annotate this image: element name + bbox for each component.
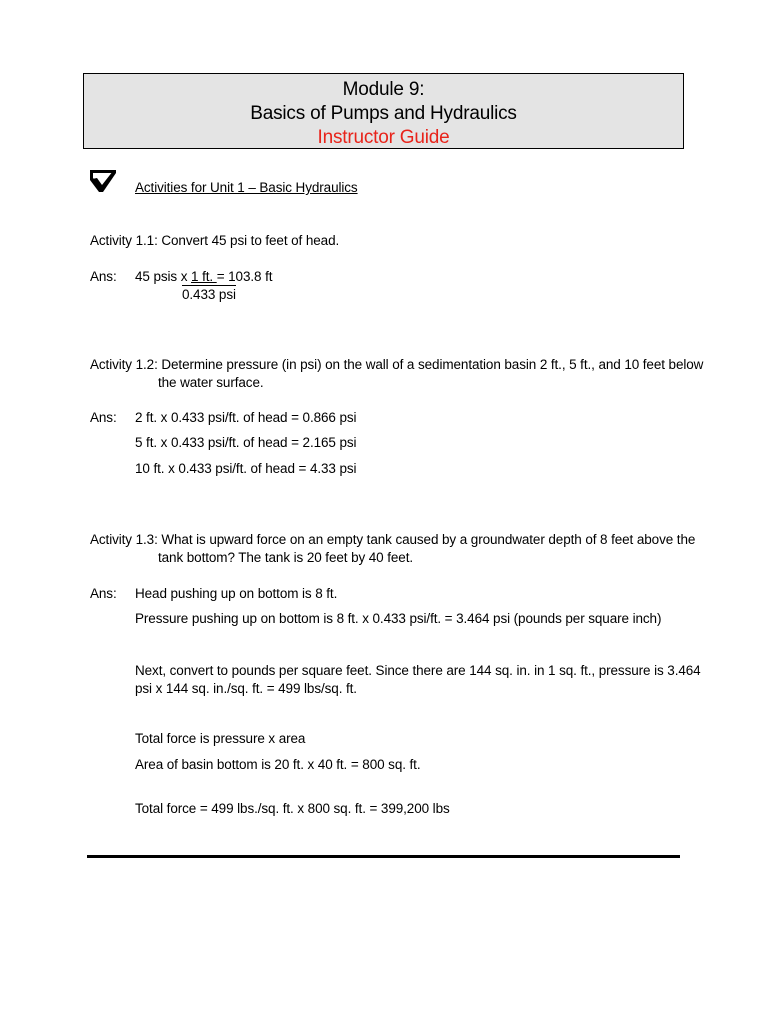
guide-subtitle: Instructor Guide	[317, 127, 450, 148]
activity-1-2-answer-1: 2 ft. x 0.433 psi/ft. of head = 0.866 psi	[135, 410, 357, 425]
answer-label: Ans:	[90, 269, 117, 284]
activity-1-2-answer-2: 5 ft. x 0.433 psi/ft. of head = 2.165 psi	[135, 435, 357, 450]
activity-1-2-question-line1: Activity 1.2: Determine pressure (in psi) on the wall of a sedimentation basin 2 ft., 5 ft., and 10 feet below	[90, 357, 704, 372]
answer-label: Ans:	[90, 410, 117, 425]
answer-prefix: 45 psis x	[135, 269, 192, 284]
answer-label: Ans:	[90, 586, 117, 601]
activity-1-3-question-line1: Activity 1.3: What is upward force on an empty tank caused by a groundwater depth of 8 feet above the	[90, 532, 696, 547]
activity-1-3-line-1: Head pushing up on bottom is 8 ft.	[135, 586, 338, 601]
activity-1-1-question: Activity 1.1: Convert 45 psi to feet of head.	[90, 233, 340, 248]
activity-1-1-answer	[135, 268, 272, 286]
module-number: Module 9:	[342, 79, 425, 100]
fraction-denominator: 0.433 psi	[182, 287, 236, 302]
page-title: Basics of Pumps and Hydraulics	[250, 103, 517, 124]
section-heading: Activities for Unit 1 – Basic Hydraulics	[135, 180, 358, 195]
fraction-numerator: 1 ft.	[191, 269, 217, 284]
activity-1-3-line-6: Total force = 499 lbs./sq. ft. x 800 sq. ft. = 399,200 lbs	[135, 801, 450, 816]
activity-1-3-line-3b: psi x 144 sq. in./sq. ft. = 499 lbs/sq. ft.	[135, 681, 357, 696]
checkmark-icon	[90, 170, 116, 192]
activity-1-2-answer-3: 10 ft. x 0.433 psi/ft. of head = 4.33 psi	[135, 461, 357, 476]
horizontal-divider	[87, 855, 680, 858]
activity-1-3-line-2: Pressure pushing up on bottom is 8 ft. x 0.433 psi/ft. = 3.464 psi (pounds per square inch)	[135, 611, 662, 626]
activity-1-3-line-4: Total force is pressure x area	[135, 731, 306, 746]
activity-1-3-line-5: Area of basin bottom is 20 ft. x 40 ft. = 800 sq. ft.	[135, 757, 421, 772]
answer-result: = 103.8 ft	[216, 269, 273, 284]
activity-1-2-question-line2: the water surface.	[158, 375, 264, 390]
activity-1-3-question-line2: tank bottom? The tank is 20 feet by 40 feet.	[158, 550, 414, 565]
activity-1-3-line-3a: Next, convert to pounds per square feet. Since there are 144 sq. in. in 1 sq. ft., pressure is 3.464	[135, 663, 701, 678]
title-box	[83, 73, 684, 149]
